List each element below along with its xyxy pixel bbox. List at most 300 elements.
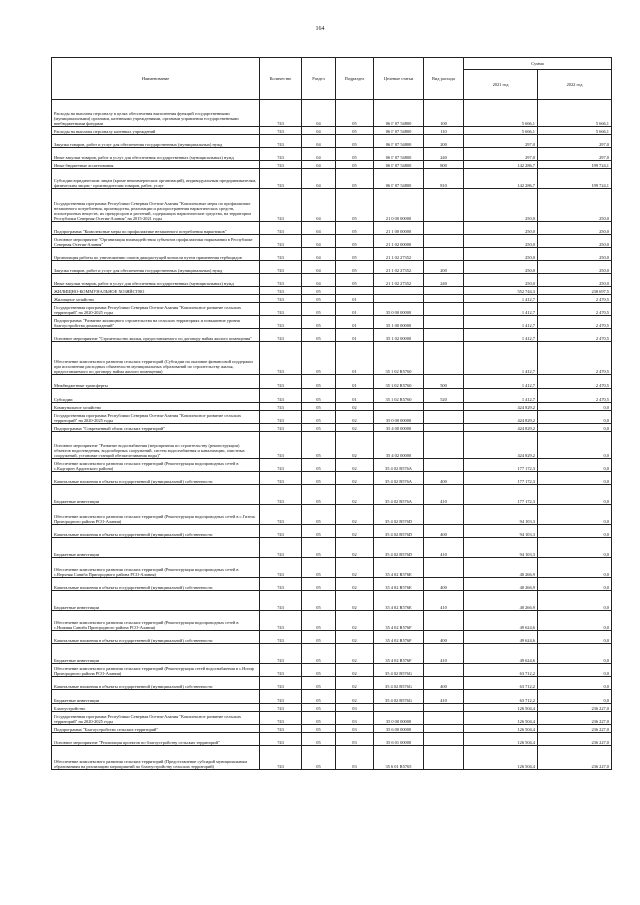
- row-target: 35 4 02 R576E: [374, 578, 424, 591]
- row-quantity: 743: [260, 746, 302, 770]
- row-section: 05: [302, 411, 336, 424]
- row-sum-2022: 250,0: [538, 274, 612, 287]
- row-section: 05: [302, 591, 336, 611]
- row-quantity: 743: [260, 329, 302, 342]
- row-section: 05: [302, 316, 336, 329]
- row-sum-2022: 0,0: [538, 591, 612, 611]
- row-quantity: 743: [260, 248, 302, 261]
- row-sum-2022: 0,0: [538, 505, 612, 525]
- row-sum-2021: 94 103,3: [464, 525, 538, 538]
- row-expense-type: [424, 725, 464, 733]
- row-expense-type: 240: [424, 274, 464, 287]
- row-section: 04: [302, 135, 336, 148]
- row-sum-2022: 297,0: [538, 148, 612, 161]
- row-subsection: 02: [336, 631, 374, 644]
- row-target: 35 4 02 R576F: [374, 611, 424, 631]
- row-sum-2022: 250,0: [538, 222, 612, 235]
- row-sum-2021: 297,0: [464, 148, 538, 161]
- row-section: 05: [302, 578, 336, 591]
- row-target: 35 4 00 00000: [374, 424, 424, 432]
- row-target: 35 4 02 R576G: [374, 690, 424, 704]
- row-quantity: 743: [260, 316, 302, 329]
- row-target: 35 4 02 R576D: [374, 538, 424, 558]
- row-section: 05: [302, 631, 336, 644]
- row-sum-2021: 142 286,7: [464, 169, 538, 189]
- row-sum-2021: 250,0: [464, 261, 538, 274]
- table-body: [52, 100, 612, 770]
- row-quantity: 743: [260, 677, 302, 690]
- page-number: 164: [315, 26, 325, 32]
- row-name: ЖИЛИЩНО-КОММУНАЛЬНОЕ ХОЗЯЙСТВО: [52, 287, 260, 295]
- row-name: Обеспечение комплексного развития сельских территорий (Реконструкция сетей водоснабжения в с.Ногир Пригородного района РСО-Алания): [52, 664, 260, 677]
- row-subsection: 02: [336, 525, 374, 538]
- row-sum-2022: 236 227,0: [538, 712, 612, 725]
- row-sum-2021: 63 712,2: [464, 664, 538, 677]
- row-name: Закупка товаров, работ и услуг для обеспечения государственных (муниципальных) нужд: [52, 135, 260, 148]
- row-section: 05: [302, 389, 336, 403]
- row-section: 05: [302, 712, 336, 725]
- row-sum-2021: 177 172,3: [464, 472, 538, 485]
- row-target: [374, 403, 424, 411]
- row-expense-type: [424, 316, 464, 329]
- row-sum-2021: 126 504,4: [464, 704, 538, 712]
- row-name: Бюджетные инвестиции: [52, 591, 260, 611]
- row-name: Иные закупки товаров, работ и услуг для обеспечения государственных (муниципальных) нужд: [52, 274, 260, 287]
- row-subsection: 02: [336, 578, 374, 591]
- row-target: 21 1 00 00000: [374, 222, 424, 235]
- row-expense-type: 100: [424, 100, 464, 127]
- table-row: [52, 403, 612, 411]
- row-sum-2022: 0,0: [538, 403, 612, 411]
- row-sum-2022: 238 697,5: [538, 287, 612, 295]
- row-subsection: 02: [336, 432, 374, 459]
- row-target: 35 4 02 R576A: [374, 472, 424, 485]
- row-name: Капитальные вложения в объекты государственной (муниципальной) собственности: [52, 578, 260, 591]
- row-section: 05: [302, 644, 336, 664]
- header-subsection: Подраздел: [336, 58, 374, 100]
- row-sum-2022: 199 724,1: [538, 169, 612, 189]
- table-row: [52, 472, 612, 485]
- table-row: [52, 135, 612, 148]
- row-sum-2021: 5 666,1: [464, 127, 538, 135]
- row-quantity: 743: [260, 295, 302, 303]
- row-quantity: 743: [260, 274, 302, 287]
- row-expense-type: [424, 235, 464, 248]
- row-expense-type: [424, 459, 464, 472]
- row-subsection: 05: [336, 274, 374, 287]
- table-row: [52, 424, 612, 432]
- row-subsection: 02: [336, 459, 374, 472]
- row-expense-type: 500: [424, 375, 464, 389]
- row-name: Бюджетные инвестиции: [52, 485, 260, 505]
- row-sum-2021: 126 504,4: [464, 733, 538, 746]
- row-subsection: 02: [336, 690, 374, 704]
- row-sum-2021: 424 829,2: [464, 403, 538, 411]
- row-expense-type: 410: [424, 644, 464, 664]
- row-sum-2022: 236 227,0: [538, 725, 612, 733]
- row-target: 35 0 00 00000: [374, 303, 424, 316]
- row-expense-type: [424, 411, 464, 424]
- row-quantity: 743: [260, 558, 302, 578]
- row-subsection: 02: [336, 611, 374, 631]
- table-row: [52, 664, 612, 677]
- row-expense-type: [424, 733, 464, 746]
- row-subsection: 02: [336, 411, 374, 424]
- row-section: 04: [302, 235, 336, 248]
- row-target: 35 4 02 R576G: [374, 664, 424, 677]
- row-name: Основное мероприятие "Реализация проектов по благоустройству сельских территорий": [52, 733, 260, 746]
- row-section: 05: [302, 704, 336, 712]
- row-section: 05: [302, 432, 336, 459]
- row-section: 05: [302, 329, 336, 342]
- row-name: Подпрограмма "Развитие жилищного строительства на сельских территориях и повышение уровня благоустройства домовладений": [52, 316, 260, 329]
- row-sum-2022: 0,0: [538, 424, 612, 432]
- row-quantity: 743: [260, 127, 302, 135]
- table-row: [52, 100, 612, 127]
- row-name: Капитальные вложения в объекты государственной (муниципальной) собственности: [52, 525, 260, 538]
- row-quantity: 743: [260, 222, 302, 235]
- row-name: Подпрограмма "Современный облик сельских территорий": [52, 424, 260, 432]
- row-expense-type: [424, 664, 464, 677]
- header-year-2021: 2021 год: [464, 70, 538, 100]
- row-section: 05: [302, 664, 336, 677]
- row-sum-2022: 2 470,5: [538, 303, 612, 316]
- row-target: [374, 287, 424, 295]
- row-sum-2022: 250,0: [538, 235, 612, 248]
- table-row: [52, 287, 612, 295]
- row-subsection: 02: [336, 644, 374, 664]
- table-row: [52, 189, 612, 222]
- row-sum-2021: 1 412,7: [464, 342, 538, 375]
- row-section: 05: [302, 677, 336, 690]
- row-name: Жилищное хозяйство: [52, 295, 260, 303]
- row-sum-2022: 2 470,5: [538, 342, 612, 375]
- row-sum-2022: 2 470,5: [538, 316, 612, 329]
- row-name: Закупка товаров, работ и услуг для обеспечения государственных (муниципальных) нужд: [52, 261, 260, 274]
- row-target: 21 1 02 00000: [374, 235, 424, 248]
- row-expense-type: [424, 505, 464, 525]
- row-name: Субсидии: [52, 389, 260, 403]
- row-sum-2021: 250,0: [464, 189, 538, 222]
- row-subsection: 02: [336, 403, 374, 411]
- row-quantity: 743: [260, 375, 302, 389]
- table-row: [52, 389, 612, 403]
- table-row: [52, 248, 612, 261]
- row-expense-type: [424, 287, 464, 295]
- row-section: 05: [302, 403, 336, 411]
- row-quantity: 743: [260, 485, 302, 505]
- header-sum: Сумма: [464, 58, 612, 70]
- table-row: [52, 432, 612, 459]
- row-expense-type: 800: [424, 161, 464, 169]
- table-row: [52, 485, 612, 505]
- row-name: Государственная программа Республики Северная Осетия-Алания "Комплексное развитие сельских территорий" на 2020-2025 годы: [52, 411, 260, 424]
- row-section: 04: [302, 161, 336, 169]
- row-target: 35 4 02 R576F: [374, 644, 424, 664]
- row-quantity: 743: [260, 235, 302, 248]
- row-sum-2021: 424 829,2: [464, 424, 538, 432]
- table-row: [52, 578, 612, 591]
- row-expense-type: [424, 189, 464, 222]
- row-expense-type: 400: [424, 631, 464, 644]
- row-subsection: 05: [336, 127, 374, 135]
- table-row: [52, 169, 612, 189]
- table-row: [52, 525, 612, 538]
- row-expense-type: 240: [424, 148, 464, 161]
- row-name: Государственная программа Республики Северная Осетия-Алания "Комплексное развитие сельских территорий" на 2020-2025 годы: [52, 712, 260, 725]
- row-expense-type: 400: [424, 525, 464, 538]
- row-sum-2022: 0,0: [538, 411, 612, 424]
- row-quantity: 743: [260, 389, 302, 403]
- row-quantity: 743: [260, 505, 302, 525]
- row-quantity: 743: [260, 525, 302, 538]
- row-sum-2022: 250,0: [538, 189, 612, 222]
- row-name: Капитальные вложения в объекты государственной (муниципальной) собственности: [52, 631, 260, 644]
- row-expense-type: 410: [424, 538, 464, 558]
- table-row: [52, 538, 612, 558]
- row-sum-2021: 49 624,6: [464, 644, 538, 664]
- header-year-2022: 2022 год: [538, 70, 612, 100]
- row-name: Основное мероприятие "Организация взаимодействия субъектов профилактики наркомании в Республике Северная Осетия-Алания": [52, 235, 260, 248]
- row-target: 35 1 02 R5760: [374, 342, 424, 375]
- table-row: [52, 303, 612, 316]
- row-target: 35 4 02 R576D: [374, 505, 424, 525]
- row-sum-2022: 0,0: [538, 644, 612, 664]
- row-expense-type: [424, 712, 464, 725]
- row-section: 04: [302, 127, 336, 135]
- row-sum-2021: 297,0: [464, 135, 538, 148]
- table-row: [52, 690, 612, 704]
- row-name: Организация работы по уничтожению очагов дикорастущей конопли путем применения гербицидов: [52, 248, 260, 261]
- row-sum-2021: 1 412,7: [464, 329, 538, 342]
- row-target: 06 Г 07 54800: [374, 169, 424, 189]
- row-subsection: 03: [336, 712, 374, 725]
- row-sum-2022: 199 724,1: [538, 161, 612, 169]
- row-subsection: 05: [336, 100, 374, 127]
- row-expense-type: [424, 403, 464, 411]
- table-row: [52, 591, 612, 611]
- row-quantity: 743: [260, 459, 302, 472]
- row-quantity: 743: [260, 472, 302, 485]
- row-name: Основное мероприятие "Развитие водоснабжения (мероприятия по строительству (реконструкции) объектов водоотведения, водозаборных сооружений, систем водоснабжения и канализации, очистных сооружений, установке станций обезжелезивания воды)": [52, 432, 260, 459]
- table-row: [52, 411, 612, 424]
- row-sum-2022: 0,0: [538, 611, 612, 631]
- row-target: 21 1 02 27352: [374, 261, 424, 274]
- header-target: Целевые статьи: [374, 58, 424, 100]
- table-row: [52, 274, 612, 287]
- row-sum-2022: 0,0: [538, 472, 612, 485]
- row-target: 21 0 00 00000: [374, 189, 424, 222]
- table-row: [52, 148, 612, 161]
- table-row: [52, 677, 612, 690]
- row-section: 05: [302, 725, 336, 733]
- row-subsection: 03: [336, 733, 374, 746]
- row-target: [374, 295, 424, 303]
- row-section: 04: [302, 169, 336, 189]
- row-sum-2022: 2 470,5: [538, 329, 612, 342]
- row-sum-2022: 2 470,5: [538, 389, 612, 403]
- header-quantity: Количество: [260, 58, 302, 100]
- row-section: 05: [302, 611, 336, 631]
- row-sum-2021: 94 103,3: [464, 538, 538, 558]
- row-sum-2022: 0,0: [538, 432, 612, 459]
- row-subsection: 05: [336, 235, 374, 248]
- row-subsection: 03: [336, 725, 374, 733]
- row-expense-type: 400: [424, 677, 464, 690]
- row-subsection: 02: [336, 677, 374, 690]
- row-section: 04: [302, 189, 336, 222]
- row-target: 35 1 02 R5760: [374, 389, 424, 403]
- row-sum-2022: 0,0: [538, 485, 612, 505]
- row-subsection: 03: [336, 746, 374, 770]
- row-name: Коммунальное хозяйство: [52, 403, 260, 411]
- table-row: [52, 295, 612, 303]
- row-target: [374, 704, 424, 712]
- row-sum-2021: 177 172,3: [464, 459, 538, 472]
- row-sum-2021: 142 286,7: [464, 161, 538, 169]
- row-sum-2022: 236 227,0: [538, 733, 612, 746]
- row-sum-2021: 250,0: [464, 248, 538, 261]
- row-target: 35 1 02 R5760: [374, 375, 424, 389]
- row-target: 35 6 01 00000: [374, 733, 424, 746]
- row-subsection: 05: [336, 222, 374, 235]
- row-name: Межбюджетные трансферты: [52, 375, 260, 389]
- row-quantity: 743: [260, 733, 302, 746]
- row-expense-type: 520: [424, 389, 464, 403]
- row-quantity: 743: [260, 712, 302, 725]
- table-row: [52, 342, 612, 375]
- table-row: [52, 725, 612, 733]
- row-subsection: 05: [336, 169, 374, 189]
- row-name: Расходы на выплаты персоналу казенных учреждений: [52, 127, 260, 135]
- row-subsection: 02: [336, 424, 374, 432]
- table-row: [52, 712, 612, 725]
- row-expense-type: [424, 303, 464, 316]
- row-quantity: 743: [260, 189, 302, 222]
- row-name: Подпрограмма "Благоустройство сельских территорий": [52, 725, 260, 733]
- row-subsection: 05: [336, 148, 374, 161]
- row-quantity: 743: [260, 644, 302, 664]
- row-subsection: 01: [336, 303, 374, 316]
- row-section: 05: [302, 505, 336, 525]
- row-name: Расходы на выплаты персоналу в целях обеспечения выполнения функций государственными (муниципальными) органами, казенными учреждениями, органами управления государственными внебюджетными фондами: [52, 100, 260, 127]
- row-name: Государственная программа Республики Северная Осетия-Алания "Комплексные меры по профилактике незаконного потребления, производства, реализации и распространения наркотических средств, психотропных веществ, их прекурсоров и растений, содержащих наркотические средства, на территории Республики Северная Осетия-Алания" на 2015-2021 годы: [52, 189, 260, 222]
- row-section: 05: [302, 424, 336, 432]
- row-sum-2022: 0,0: [538, 459, 612, 472]
- row-name: Обеспечение комплексного развития сельских территорий (Реконструкция водопроводных сетей в с.Кадгарон Ардонского района): [52, 459, 260, 472]
- row-expense-type: 400: [424, 472, 464, 485]
- row-target: 35 6 00 00000: [374, 725, 424, 733]
- row-quantity: 743: [260, 725, 302, 733]
- row-name: Обеспечение комплексного развития сельских территорий (Предоставление субсидий муниципальным образованиям на реализацию мероприятий по благоустройству сельских территорий): [52, 746, 260, 770]
- row-section: 05: [302, 485, 336, 505]
- row-name: Иные бюджетные ассигнования: [52, 161, 260, 169]
- header-expense-type: Вид расхода: [424, 58, 464, 100]
- row-expense-type: [424, 342, 464, 375]
- row-section: 05: [302, 558, 336, 578]
- row-sum-2022: 0,0: [538, 558, 612, 578]
- budget-table: [51, 57, 612, 770]
- row-sum-2022: 250,0: [538, 248, 612, 261]
- row-sum-2021: 177 172,3: [464, 485, 538, 505]
- row-expense-type: 110: [424, 127, 464, 135]
- row-expense-type: [424, 329, 464, 342]
- row-quantity: 743: [260, 135, 302, 148]
- row-expense-type: 410: [424, 485, 464, 505]
- row-name: Субсидии юридическим лицам (кроме некоммерческих организаций), индивидуальным предпринимателям, физическим лицам - производителям товаров, работ, услуг: [52, 169, 260, 189]
- table-row: [52, 558, 612, 578]
- row-sum-2021: 40 266,9: [464, 591, 538, 611]
- row-subsection: 02: [336, 505, 374, 525]
- row-subsection: 02: [336, 472, 374, 485]
- row-name: Подпрограмма "Комплексные меры по профилактике незаконного потребления наркотиков": [52, 222, 260, 235]
- row-target: 35 6 01 R5765: [374, 746, 424, 770]
- row-target: 21 1 02 27352: [374, 248, 424, 261]
- row-name: Обеспечение комплексного развития сельских территорий (Реконструкция водопроводных сетей в с.Верхняя Саниба Пригородного района РСО-Алания): [52, 558, 260, 578]
- row-name: Капитальные вложения в объекты государственной (муниципальной) собственности: [52, 677, 260, 690]
- row-expense-type: [424, 222, 464, 235]
- row-subsection: 01: [336, 295, 374, 303]
- row-section: 05: [302, 287, 336, 295]
- row-section: 05: [302, 690, 336, 704]
- row-target: 06 Г 07 54800: [374, 148, 424, 161]
- row-sum-2022: 236 227,0: [538, 704, 612, 712]
- row-subsection: 05: [336, 189, 374, 222]
- row-target: 35 4 02 R576D: [374, 525, 424, 538]
- row-sum-2022: 0,0: [538, 677, 612, 690]
- row-expense-type: [424, 295, 464, 303]
- row-sum-2022: 0,0: [538, 690, 612, 704]
- row-target: 35 1 00 00000: [374, 316, 424, 329]
- row-name: Благоустройство: [52, 704, 260, 712]
- row-subsection: 02: [336, 664, 374, 677]
- row-sum-2022: 5 666,1: [538, 127, 612, 135]
- row-target: 06 Г 07 54800: [374, 100, 424, 127]
- header-section: Раздел: [302, 58, 336, 100]
- row-expense-type: [424, 611, 464, 631]
- row-section: 05: [302, 375, 336, 389]
- row-quantity: 743: [260, 578, 302, 591]
- row-section: 05: [302, 459, 336, 472]
- row-section: 05: [302, 538, 336, 558]
- row-section: 04: [302, 100, 336, 127]
- table-row: [52, 127, 612, 135]
- row-subsection: 01: [336, 342, 374, 375]
- row-sum-2021: 424 829,2: [464, 432, 538, 459]
- row-section: 05: [302, 342, 336, 375]
- row-section: 04: [302, 261, 336, 274]
- row-name: Бюджетные инвестиции: [52, 538, 260, 558]
- row-sum-2021: 1 412,7: [464, 389, 538, 403]
- row-section: 05: [302, 472, 336, 485]
- row-sum-2022: 0,0: [538, 631, 612, 644]
- row-subsection: 05: [336, 161, 374, 169]
- row-sum-2021: 5 666,1: [464, 100, 538, 127]
- row-subsection: 03: [336, 704, 374, 712]
- row-sum-2021: 40 266,9: [464, 578, 538, 591]
- row-section: 04: [302, 148, 336, 161]
- row-sum-2022: 236 227,0: [538, 746, 612, 770]
- row-target: 35 4 02 R576A: [374, 459, 424, 472]
- row-sum-2021: 49 624,6: [464, 611, 538, 631]
- row-quantity: 743: [260, 303, 302, 316]
- row-section: 04: [302, 274, 336, 287]
- table-row: [52, 611, 612, 631]
- row-name: Обеспечение комплексного развития сельских территорий (Субсидии на оказание финансовой поддержки при исполнении расходных обязательств муниципальных образований по строительству жилья, предоставляемого по договору найма жилого помещения): [52, 342, 260, 375]
- row-section: 04: [302, 248, 336, 261]
- row-subsection: 02: [336, 591, 374, 611]
- row-target: 35 4 02 00000: [374, 432, 424, 459]
